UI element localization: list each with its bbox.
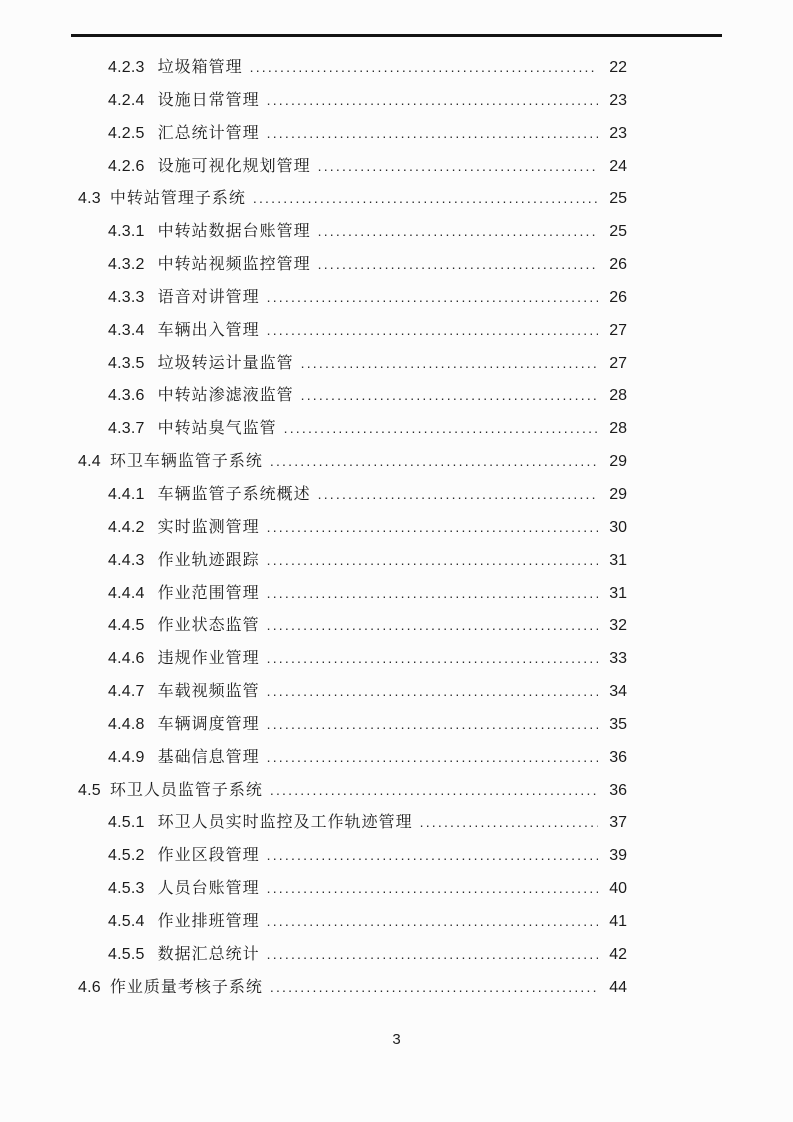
dot-leader <box>318 156 598 176</box>
dot-leader <box>420 812 598 832</box>
toc-entry-page: 30 <box>609 518 627 536</box>
dot-leader <box>253 188 598 208</box>
toc-entry-number: 4.3.2 <box>108 256 145 274</box>
toc-entry-page: 42 <box>609 945 627 963</box>
dot-leader <box>267 648 598 668</box>
toc-entry-page: 23 <box>609 91 627 109</box>
toc-entry-number: 4.4.6 <box>108 650 145 668</box>
toc-entry-number: 4.3 <box>78 190 101 208</box>
dot-leader <box>318 221 598 241</box>
toc-entry <box>71 57 627 90</box>
toc-entry <box>71 977 627 1010</box>
toc-entry <box>71 648 627 681</box>
dot-leader <box>267 517 598 537</box>
toc-entry-page: 41 <box>609 912 627 930</box>
toc-entry-number: 4.3.3 <box>108 288 145 306</box>
dot-leader <box>267 845 598 865</box>
toc-entry-number: 4.4.8 <box>108 715 145 733</box>
toc-entry-page: 26 <box>609 288 627 306</box>
header-rule <box>71 34 722 37</box>
toc-entry-title: 作业范围管理 <box>157 584 260 602</box>
toc-entry <box>71 845 627 878</box>
toc-entry <box>71 780 627 813</box>
toc-entry <box>71 320 627 353</box>
toc-entry-title: 作业排班管理 <box>157 912 260 930</box>
toc-entry-page: 25 <box>609 190 627 208</box>
toc-entry-title: 车辆调度管理 <box>157 715 260 733</box>
toc-entry-title: 车载视频监管 <box>157 683 260 701</box>
dot-leader <box>267 287 598 307</box>
toc-entry-title: 违规作业管理 <box>157 650 260 668</box>
toc-entry-number: 4.4.1 <box>108 485 145 503</box>
toc-entry-page: 37 <box>609 814 627 832</box>
dot-leader <box>270 977 598 997</box>
toc-entry-number: 4.4.9 <box>108 748 145 766</box>
toc-entry <box>71 944 627 977</box>
toc-entry-page: 23 <box>609 124 627 142</box>
toc-entry-page: 31 <box>609 584 627 602</box>
toc-entry-number: 4.2.6 <box>108 157 145 175</box>
dot-leader <box>301 385 598 405</box>
toc-entry-page: 31 <box>609 551 627 569</box>
toc-entry-title: 中转站臭气监管 <box>157 420 277 438</box>
toc-entry-title: 环卫人员监管子系统 <box>109 781 263 799</box>
toc-entry-page: 24 <box>609 157 627 175</box>
toc-entry-title: 环卫车辆监管子系统 <box>109 453 263 471</box>
toc-entry <box>71 221 627 254</box>
toc-entry <box>71 254 627 287</box>
toc-entry-page: 36 <box>609 748 627 766</box>
toc-entry <box>71 747 627 780</box>
toc-entry-page: 39 <box>609 847 627 865</box>
toc-entry <box>71 353 627 386</box>
toc-entry-number: 4.5.2 <box>108 847 145 865</box>
dot-leader <box>284 418 598 438</box>
toc-entry-title: 中转站渗滤液监管 <box>157 387 294 405</box>
toc-entry <box>71 714 627 747</box>
toc-entry <box>71 451 627 484</box>
toc-entry <box>71 911 627 944</box>
toc-entry-page: 33 <box>609 650 627 668</box>
dot-leader <box>267 747 598 767</box>
dot-leader <box>270 451 598 471</box>
toc-entry-number: 4.4 <box>78 453 101 471</box>
toc-entry <box>71 812 627 845</box>
toc-entry <box>71 287 627 320</box>
toc-entry-number: 4.5.4 <box>108 912 145 930</box>
toc-entry-number: 4.3.5 <box>108 354 145 372</box>
toc-entry <box>71 878 627 911</box>
toc-entry-page: 36 <box>609 781 627 799</box>
dot-leader <box>267 878 598 898</box>
dot-leader <box>301 353 598 373</box>
toc-entry-number: 4.2.4 <box>108 91 145 109</box>
toc-entry-number: 4.4.2 <box>108 518 145 536</box>
toc-entry-page: 27 <box>609 321 627 339</box>
toc-entry <box>71 123 627 156</box>
toc-entry-page: 40 <box>609 880 627 898</box>
toc-entry-number: 4.4.4 <box>108 584 145 602</box>
dot-leader <box>267 320 598 340</box>
toc-entry-page: 27 <box>609 354 627 372</box>
toc-entry-title: 垃圾转运计量监管 <box>157 354 294 372</box>
toc-entry-number: 4.3.6 <box>108 387 145 405</box>
toc-entry-number: 4.3.1 <box>108 223 145 241</box>
toc-entry-title: 作业质量考核子系统 <box>109 978 263 996</box>
dot-leader <box>318 254 598 274</box>
toc-entry-title: 环卫人员实时监控及工作轨迹管理 <box>157 814 413 832</box>
toc-entry <box>71 90 627 123</box>
toc-entry <box>71 615 627 648</box>
toc-entry-title: 车辆监管子系统概述 <box>157 485 311 503</box>
toc-entry-title: 汇总统计管理 <box>157 124 260 142</box>
toc-entry-title: 中转站管理子系统 <box>109 190 246 208</box>
toc-entry-page: 28 <box>609 420 627 438</box>
toc-entry-title: 数据汇总统计 <box>157 945 260 963</box>
toc-entry-page: 29 <box>609 453 627 471</box>
dot-leader <box>250 57 598 77</box>
toc-entry-title: 人员台账管理 <box>157 880 260 898</box>
toc-entry-page: 28 <box>609 387 627 405</box>
dot-leader <box>267 615 598 635</box>
toc-entry-number: 4.4.5 <box>108 617 145 635</box>
dot-leader <box>267 714 598 734</box>
toc-entry-title: 车辆出入管理 <box>157 321 260 339</box>
dot-leader <box>267 90 598 110</box>
toc-entry-number: 4.4.7 <box>108 683 145 701</box>
toc-entry-number: 4.5.1 <box>108 814 145 832</box>
toc-entry <box>71 188 627 221</box>
toc-entry <box>71 156 627 189</box>
toc-entry-title: 作业状态监管 <box>157 617 260 635</box>
toc-entry <box>71 484 627 517</box>
toc-entry-title: 垃圾箱管理 <box>157 59 243 76</box>
dot-leader <box>267 123 598 143</box>
toc-entry-title: 语音对讲管理 <box>157 288 260 306</box>
toc-entry-number: 4.5.5 <box>108 945 145 963</box>
dot-leader <box>267 583 598 603</box>
toc-entry-number: 4.4.3 <box>108 551 145 569</box>
toc-entry <box>71 385 627 418</box>
toc-entry <box>71 550 627 583</box>
toc-entry-page: 25 <box>609 223 627 241</box>
dot-leader <box>267 944 598 964</box>
toc-entry-page: 34 <box>609 683 627 701</box>
toc-entry-number: 4.3.7 <box>108 420 145 438</box>
toc-entry <box>71 517 627 550</box>
toc-entry-number: 4.2.5 <box>108 124 145 142</box>
toc-entry-number: 4.6 <box>78 978 101 996</box>
dot-leader <box>267 550 598 570</box>
toc-entry-page: 22 <box>609 59 627 76</box>
toc-entry-title: 设施日常管理 <box>157 91 260 109</box>
toc-entry <box>71 681 627 714</box>
toc-entry-page: 35 <box>609 715 627 733</box>
toc-entry-page: 32 <box>609 617 627 635</box>
toc-entry-title: 实时监测管理 <box>157 518 260 536</box>
toc-entry-title: 作业区段管理 <box>157 847 260 865</box>
dot-leader <box>267 911 598 931</box>
toc-entry <box>71 583 627 616</box>
toc-entry-page: 26 <box>609 256 627 274</box>
toc-entry <box>71 418 627 451</box>
toc-entry-page: 44 <box>609 978 627 996</box>
toc-entry-title: 中转站数据台账管理 <box>157 223 311 241</box>
toc-entry-number: 4.3.4 <box>108 321 145 339</box>
toc-entry-title: 基础信息管理 <box>157 748 260 766</box>
toc-entry-title: 中转站视频监控管理 <box>157 256 311 274</box>
toc-entry-number: 4.5.3 <box>108 880 145 898</box>
dot-leader <box>318 484 598 504</box>
toc-entry-page: 29 <box>609 485 627 503</box>
toc-entry-title: 作业轨迹跟踪 <box>157 551 260 569</box>
toc-entry-title: 设施可视化规划管理 <box>157 157 311 175</box>
toc-entry-number: 4.5 <box>78 781 101 799</box>
toc-list <box>71 57 627 1009</box>
dot-leader <box>270 780 598 800</box>
footer-page-number: 3 <box>392 1031 401 1048</box>
toc-entry-number: 4.2.3 <box>108 59 145 76</box>
dot-leader <box>267 681 598 701</box>
